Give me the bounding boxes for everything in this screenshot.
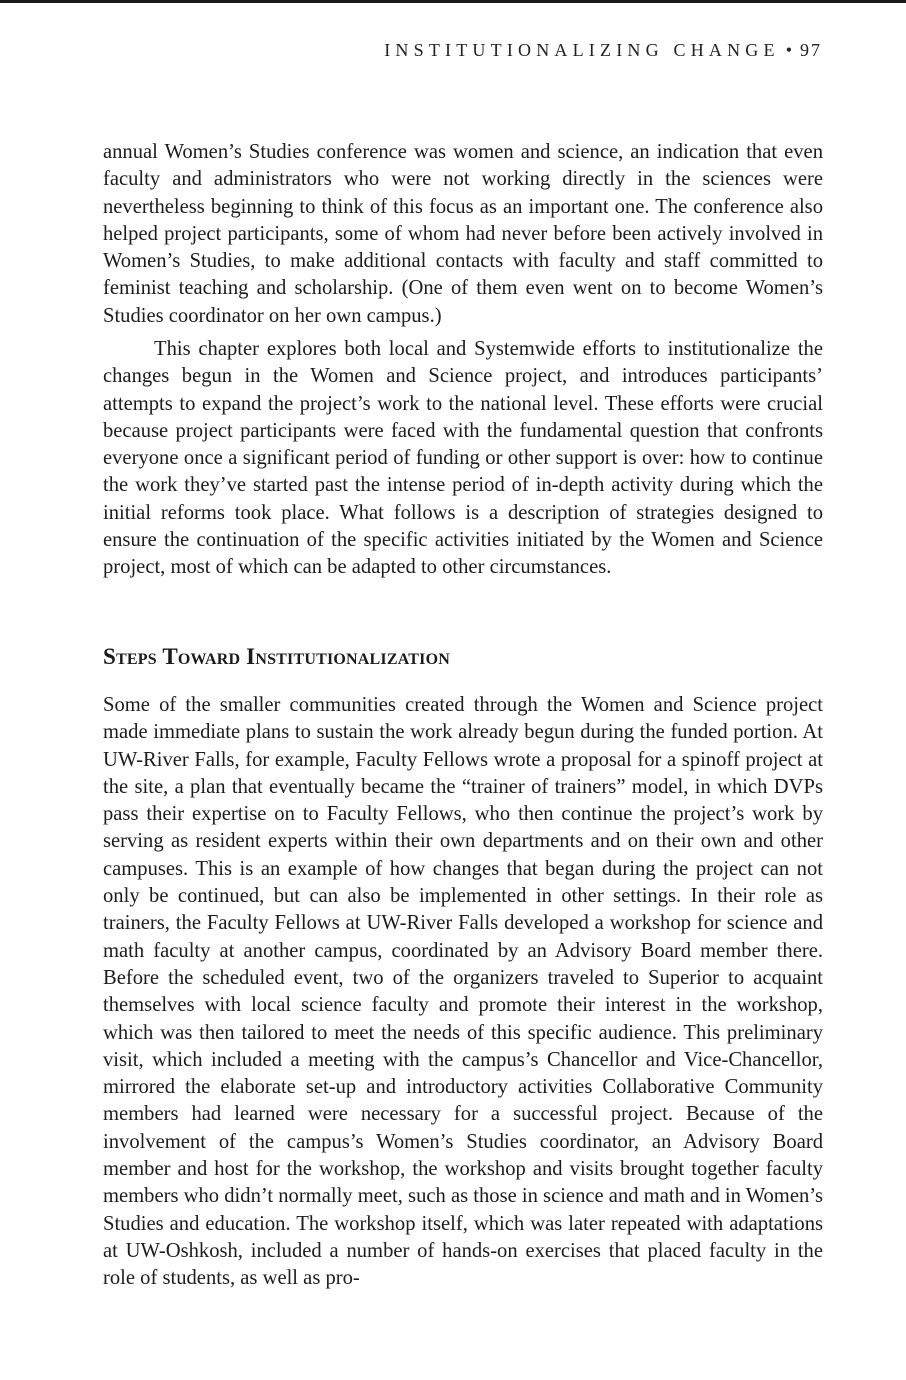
section-paragraph: Some of the smaller communities created through the Women and Science project made immediate plans to sustain the work already begun during the funded portion. At UW-River Falls, for example, Faculty Fellows wrote a proposal for a spinoff project at the site, a plan that eventually became the “trainer of trainers” model, in which DVPs pass their expertise on to Faculty Fellows, who then continue the project’s work by serving as resident experts within their own departments and on their own and other campuses. This is an example of how changes that began during the project can not only be continued, but can also be implemented in other settings. In their role as trainers, the Faculty Fellows at UW-River Falls developed a workshop for science and math faculty at another campus, coordinated by an Advisory Board member there. Before the scheduled event, two of the organizers traveled to Superior to acquaint themselves with local science faculty and promote their interest in the workshop, which was then tailored to meet the needs of this specific audience. This preliminary visit, which included a meeting with the campus’s Chancellor and Vice-Chancellor, mirrored the elaborate set-up and introductory activities Collaborative Community members had learned were necessary for a successful project. Because of the involvement of the campus’s Women’s Studies coordinator, an Advisory Board member and host for the workshop, the workshop and visits brought together faculty members who didn’t normally meet, such as those in science and math and in Women’s Studies and education. The workshop itself, which was later repeated with adaptations at UW-Oshkosh, included a number of hands-on exercises that placed faculty in the role of students, as well as pro-: [103, 694, 823, 1290]
paragraph-2: This chapter explores both local and Systemwide efforts to institutionalize the changes begun in the Women and Science project, and introduces participants’ attempts to expand the project’s work to the national level. These efforts were crucial because project participants were faced with the fundamental question that confronts everyone once a significant period of funding or other support is over: how to continue the work they’ve started past the intense period of in-depth activity during which the initial reforms took place. What follows is a description of strategies designed to ensure the continuation of the specific activities initiated by the Women and Science project, most of which can be adapted to other circumstances.: [103, 338, 823, 579]
running-head: [384, 40, 822, 61]
paragraph-1-block: [103, 139, 823, 330]
running-head-title: INSTITUTIONALIZING CHANGE: [384, 40, 780, 60]
section-paragraph-block: [103, 692, 823, 1293]
paragraph-1: annual Women’s Studies conference was women and science, an indication that even faculty and administrators who were not working directly in the sciences were nevertheless beginning to think of this focus as an important one. The conference also helped project participants, some of whom had never before been actively involved in Women’s Studies, to make additional contacts with faculty and staff committed to feminist teaching and scholarship. (One of them even went on to become Women’s Studies coordinator on her own campus.): [103, 141, 823, 327]
paragraph-2-block: [103, 336, 823, 582]
top-border-rule: [0, 0, 906, 3]
page-number: 97: [800, 40, 822, 60]
section-heading: Steps Toward Institutionalization: [103, 644, 450, 669]
bullet-separator: •: [785, 40, 792, 60]
